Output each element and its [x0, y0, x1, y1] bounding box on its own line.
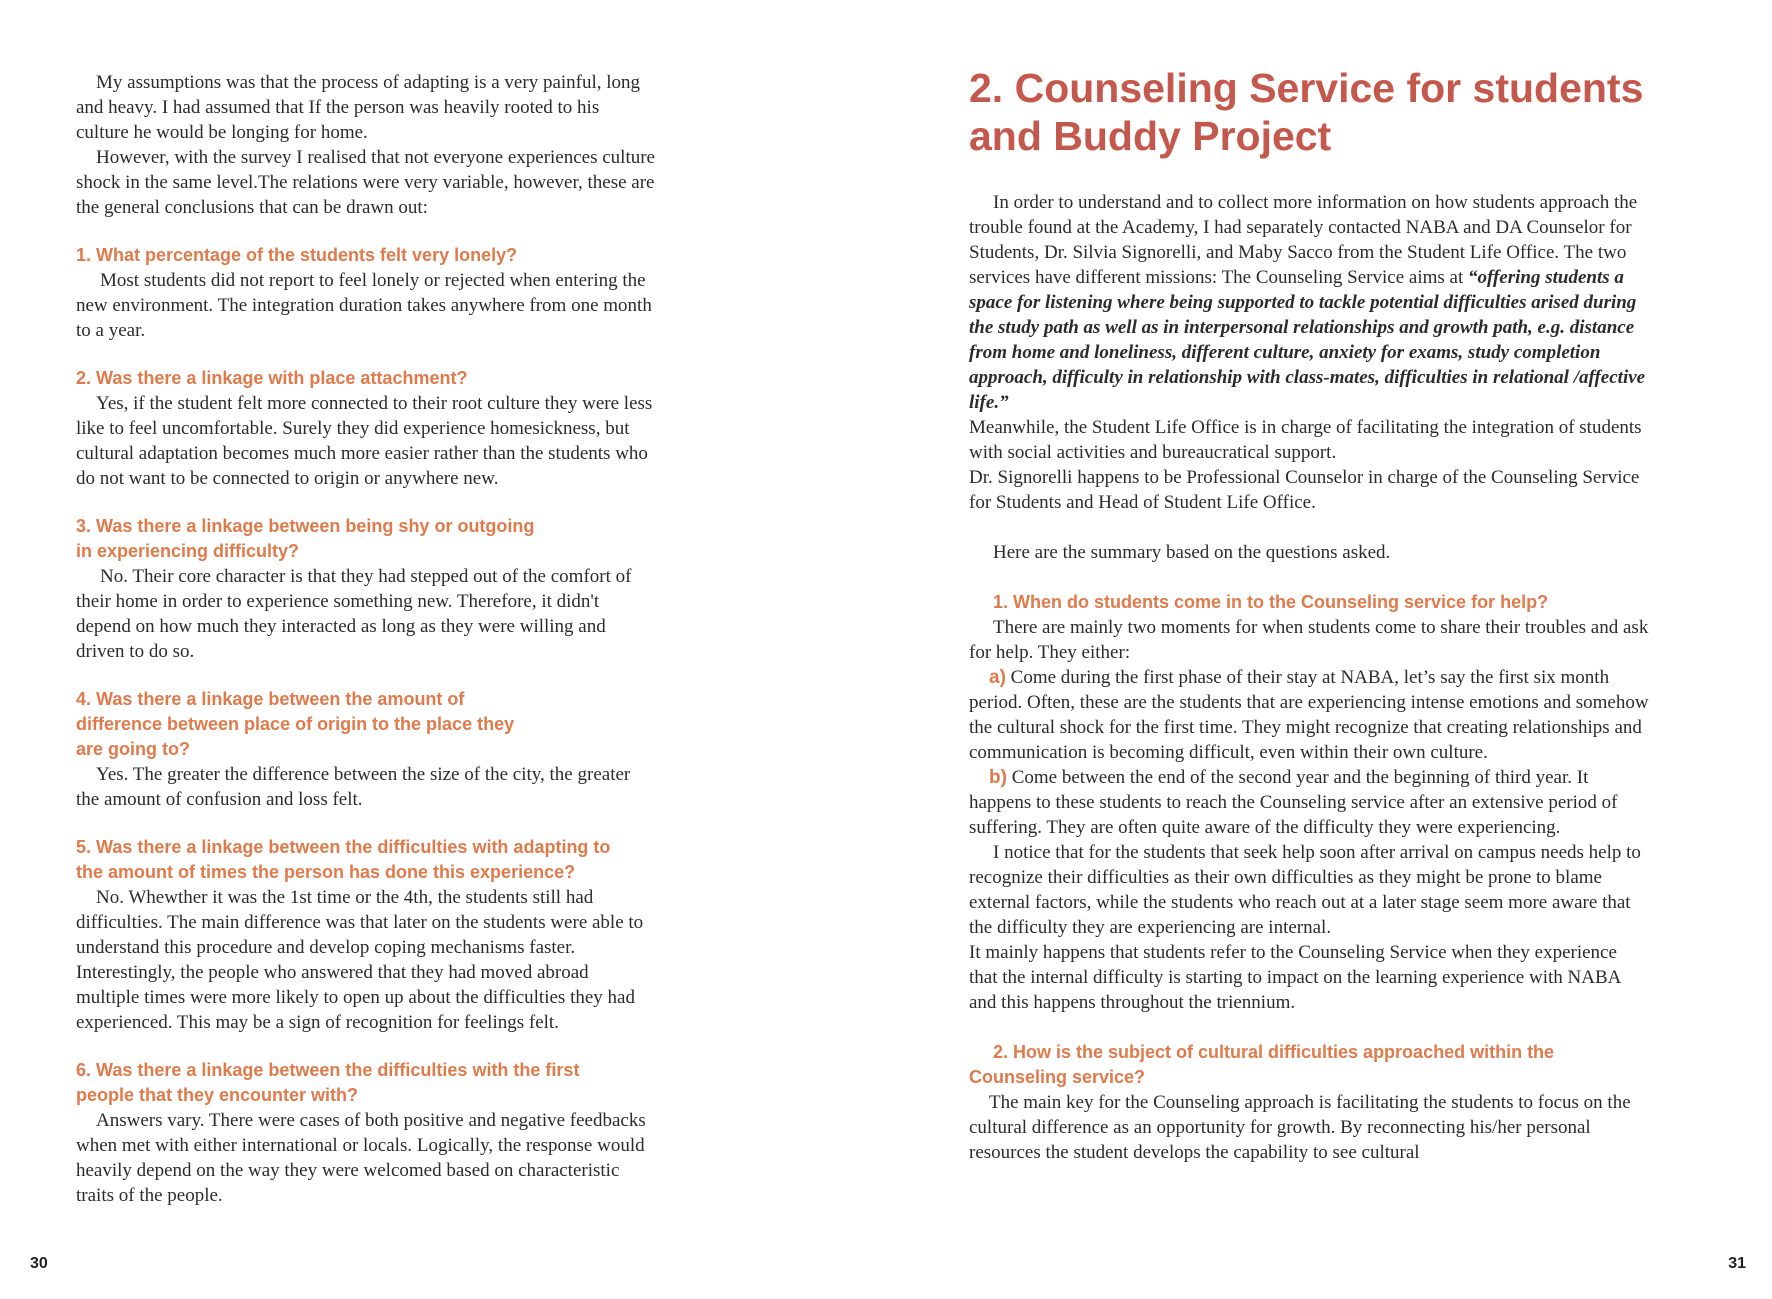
q1-notice: I notice that for the students that seek help soon after arrival on campus needs help to recognize their difficulties as their own difficulties as they might be prone to blame external factors, while the students who reach out at a later stage seem more aware that the difficulty they are experiencing are internal. — [969, 842, 1641, 938]
intro-text: In order to understand and to collect more information on how students approach the trouble found at the Academy, I had separately contacted NABA and DA Counselor for Students, Dr. Silvia Signorelli, and Maby Sacco from the Student Life Office. The two services have different missions: The Counseling Service aims at — [969, 192, 1638, 288]
q1-mainly: It mainly happens that students refer to the Counseling Service when they experience that the internal difficulty is starting to impact on the learning experience with NABA and this happens throughout the triennium. — [969, 942, 1621, 1013]
answer-5: No. Whewther it was the 1st time or the 4th, the students still had difficulties. The main difference was that later on the students were able to understand this procedure and develop coping mechanisms faster. Interestingly, the people who answered that they had moved abroad multiple times were more likely to open up about the difficulties they had experienced. This may be a sign of recognition for feelings felt. — [76, 887, 644, 1033]
question-1: 1. What percentage of the students felt very lonely? — [76, 245, 518, 265]
q1-point-a-text: Come during the first phase of their stay at NABA, let’s say the first six month period. Often, these are the students that are experiencing intense emotions and somehow the cultural shock for the first time. They might recognize that creating relationships and communication is becoming difficult, even within their own culture. — [969, 667, 1649, 763]
left-column — [76, 70, 656, 1208]
intro-paragraph — [969, 190, 1649, 415]
right-page — [886, 0, 1772, 1299]
page-number-right: 31 — [1728, 1255, 1746, 1272]
question-6: 6. Was there a linkage between the difficulties with the first people that they encounter with? — [76, 1060, 580, 1105]
q1-point-b — [969, 765, 1649, 840]
right-question-2: 2. How is the subject of cultural difficulties approached within the Counseling service? — [969, 1042, 1555, 1087]
answer-2: Yes, if the student felt more connected to their root culture they were less like to feel uncomfortable. Surely they did experience homesickness, but cultural adaptation becomes much more easier rather than the students who do not want to be connected to origin or anywhere new. — [76, 393, 653, 489]
question-4: 4. Was there a linkage between the amount of difference between place of origin to the place they are going to? — [76, 689, 515, 759]
signorelli-paragraph: Dr. Signorelli happens to be Professional Counselor in charge of the Counseling Service for Students and Head of Student Life Office. — [969, 467, 1640, 513]
marker-a: a) — [989, 667, 1006, 688]
counseling-quote: “offering students a space for listening where being supported to tackle potential difficulties arised during the study path as well as in interpersonal relationships and growth path, e.g. distance from home and loneliness, different culture, anxiety for exams, study completion approach, difficulty in relationship with class-mates, difficulties in relational /affective life.” — [969, 267, 1646, 413]
answer-4: Yes. The greater the difference between the size of the city, the greater the amount of confusion and loss felt. — [76, 764, 631, 810]
q1-point-a — [969, 665, 1649, 765]
right-question-1: 1. When do students come in to the Counseling service for help? — [993, 592, 1549, 612]
answer-6: Answers vary. There were cases of both positive and negative feedbacks when met with either international or locals. Logically, the response would heavily depend on the way they were welcomed based on characteristic traits of the people. — [76, 1110, 646, 1206]
student-life-paragraph: Meanwhile, the Student Life Office is in charge of facilitating the integration of students with social activities and bureaucratical support. — [969, 417, 1642, 463]
q2-answer: The main key for the Counseling approach is facilitating the students to focus on the cultural difference as an opportunity for growth. By reconnecting his/her personal resources the student develops the capability to see cultural — [969, 1092, 1631, 1163]
q1-point-b-text: Come between the end of the second year and the beginning of third year. It happens to these students to reach the Counseling service after an extensive period of suffering. They are often quite aware of the difficulty they were experiencing. — [969, 767, 1618, 838]
q1-intro: There are mainly two moments for when students come to share their troubles and ask for help. They either: — [969, 617, 1649, 663]
intro-paragraph-2: However, with the survey I realised that not everyone experiences culture shock in the same level.The relations were very variable, however, these are the general conclusions that can be drawn out: — [76, 147, 655, 218]
right-column — [969, 64, 1649, 1165]
question-5: 5. Was there a linkage between the difficulties with adapting to the amount of times the person has done this experience? — [76, 837, 611, 882]
section-title: 2. Counseling Service for students and Buddy Project — [969, 65, 1644, 159]
summary-line: Here are the summary based on the questions asked. — [993, 542, 1391, 563]
answer-1: Most students did not report to feel lonely or rejected when entering the new environment. The integration duration takes anywhere from one month to a year. — [76, 270, 652, 341]
question-3: 3. Was there a linkage between being shy or outgoing in experiencing difficulty? — [76, 516, 535, 561]
intro-paragraph-1: My assumptions was that the process of adapting is a very painful, long and heavy. I had assumed that If the person was heavily rooted to his culture he would be longing for home. — [76, 72, 641, 143]
page-number-left: 30 — [30, 1255, 48, 1272]
question-2: 2. Was there a linkage with place attachment? — [76, 368, 468, 388]
answer-3: No. Their core character is that they had stepped out of the comfort of their home in order to experience something new. Therefore, it didn't depend on how much they interacted as long as they were willing and driven to do so. — [76, 566, 632, 662]
marker-b: b) — [989, 767, 1007, 788]
